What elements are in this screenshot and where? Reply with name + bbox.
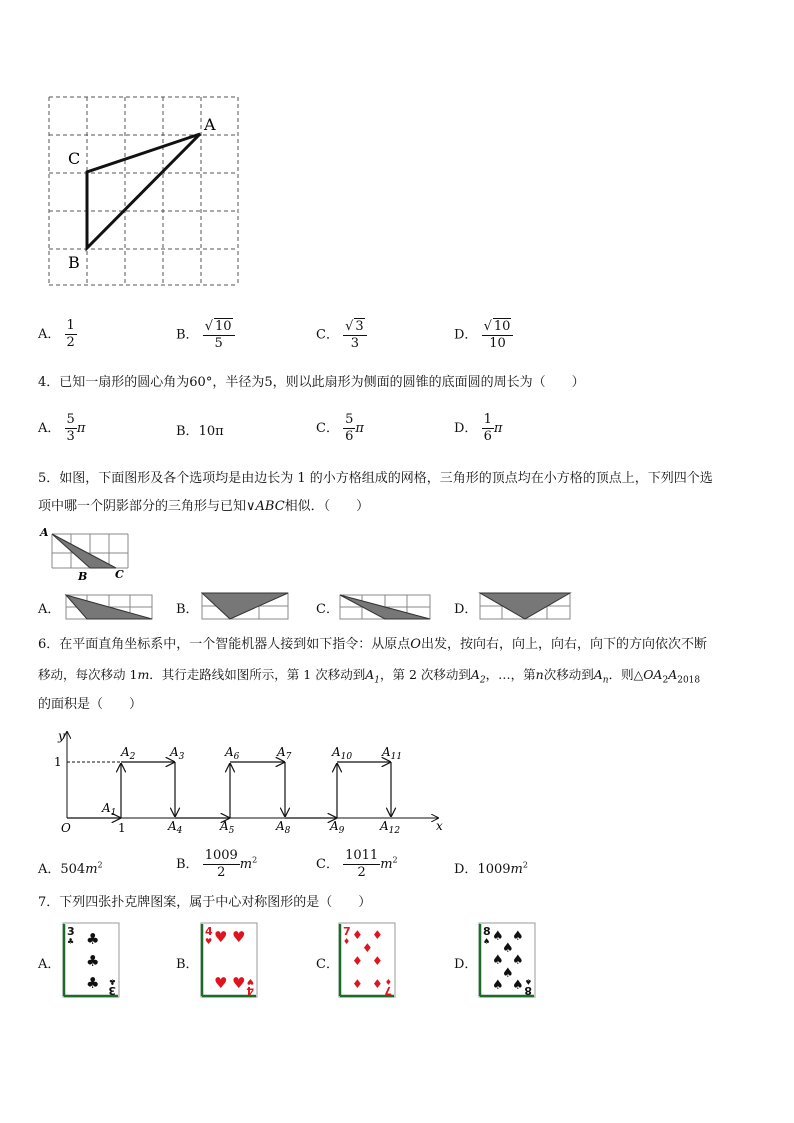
- q5-option-a-figure[interactable]: [64, 592, 156, 622]
- svg-text:O: O: [61, 821, 71, 835]
- svg-text:♣: ♣: [86, 930, 100, 948]
- svg-text:1: 1: [118, 821, 126, 835]
- svg-text:4: 4: [246, 984, 254, 997]
- svg-text:♦: ♦: [372, 977, 383, 991]
- svg-text:♠: ♠: [512, 953, 524, 968]
- svg-text:A11: $A_{11}$: [382, 745, 403, 762]
- svg-text:A4: $A_4$: [168, 819, 183, 836]
- q6-question-line3: 的面积是（ ）: [38, 697, 143, 712]
- q4-option-d[interactable]: D． $\frac{1}{6}$ π: [454, 412, 503, 444]
- q5-question-line2: 项中哪一个阴影部分的三角形与已知∨ABC相似．（ ）: [38, 499, 370, 514]
- svg-text:A2: $A_2$: [121, 745, 136, 762]
- label-b: B: [68, 253, 80, 272]
- q6-robot-path-graph: [50, 726, 460, 838]
- svg-text:A12: $A_{12}$: [380, 819, 401, 836]
- q5-option-c-label[interactable]: C．: [316, 602, 339, 617]
- q3-option-d[interactable]: D． $\frac{√ 10}{10}$: [454, 318, 513, 352]
- svg-text:♥: ♥: [232, 928, 246, 946]
- q5-option-b-label[interactable]: B．: [176, 602, 199, 617]
- q5-option-d-label[interactable]: D．: [454, 602, 478, 617]
- q3-option-b[interactable]: B． $\frac{√ 10}{5}$: [176, 318, 235, 352]
- svg-text:A9: $A_9$: [330, 819, 345, 836]
- svg-text:8: 8: [483, 925, 491, 938]
- q7-card-c-7-diamonds[interactable]: [338, 922, 396, 998]
- svg-text:♥: ♥: [214, 928, 228, 946]
- svg-text:♦: ♦: [372, 928, 383, 942]
- svg-text:A10: $A_{10}$: [332, 745, 353, 762]
- q7-card-d-8-spades[interactable]: [478, 922, 536, 998]
- q6-question-line2: 移动，每次移动 1m．其行走路线如图所示，第 1 次移动到$A_1$，第 2 次移动到$A_2$，…，第n次移动到$A_n$．则$\triangle OA_2A_{2018}$: [38, 667, 701, 686]
- svg-text:3: 3: [67, 925, 75, 938]
- q7-option-b-label[interactable]: B．: [176, 957, 199, 972]
- svg-text:A6: $A_6$: [225, 745, 240, 762]
- q5-option-b-figure[interactable]: [200, 590, 292, 622]
- svg-text:C: C: [115, 568, 124, 581]
- svg-text:♣: ♣: [86, 952, 100, 970]
- svg-text:♦: ♦: [352, 977, 363, 991]
- q3-option-a[interactable]: A． $\frac{1}{2}$: [38, 318, 75, 350]
- q5-option-d-figure[interactable]: [478, 590, 574, 622]
- svg-text:y: y: [58, 729, 65, 743]
- svg-text:A3: $A_3$: [170, 745, 185, 762]
- svg-text:♠: ♠: [512, 929, 524, 944]
- q4-option-a[interactable]: A． $\frac{5}{3}$ π: [38, 412, 86, 444]
- svg-text:♠: ♠: [502, 966, 514, 981]
- svg-text:x: x: [436, 819, 443, 833]
- svg-text:♠: ♠: [483, 937, 491, 946]
- q5-question-line1: 5．如图，下面图形及各个选项均是由边长为 1 的小方格组成的网格，三角形的顶点均在小方格的顶点上，下列四个选: [38, 471, 713, 486]
- q5-reference-figure: [38, 526, 134, 582]
- svg-text:♦: ♦: [362, 941, 373, 955]
- svg-text:7: 7: [343, 925, 351, 938]
- svg-text:♠: ♠: [512, 978, 524, 993]
- label-c: C: [68, 149, 81, 168]
- q4-question-text: 4．已知一扇形的圆心角为60°，半径为5，则以此扇形为侧面的圆锥的底面圆的周长为（ ）: [38, 375, 585, 390]
- svg-text:♣: ♣: [67, 937, 75, 946]
- q6-question-line1: 6．在平面直角坐标系中，一个智能机器人接到如下指令：从原点O出发，按向右，向上，向右，向下的方向依次不断: [38, 637, 707, 652]
- q7-card-a-3-clubs[interactable]: [62, 922, 120, 998]
- svg-text:♦: ♦: [372, 954, 383, 968]
- svg-text:A5: $A_5$: [220, 819, 235, 836]
- q5-option-a-label[interactable]: A．: [38, 602, 61, 617]
- svg-text:♦: ♦: [343, 937, 351, 946]
- svg-text:A: A: [40, 526, 49, 539]
- svg-text:♠: ♠: [524, 977, 532, 986]
- svg-text:♦: ♦: [352, 954, 363, 968]
- svg-text:8: 8: [524, 984, 532, 997]
- svg-text:♥: ♥: [205, 937, 213, 946]
- svg-text:♣: ♣: [86, 974, 100, 992]
- q6-option-b[interactable]: B． $\frac{1009}{2}$ $m^2$: [176, 848, 258, 880]
- svg-text:♥: ♥: [214, 974, 228, 992]
- q7-option-d-label[interactable]: D．: [454, 957, 478, 972]
- q5-option-c-figure[interactable]: [338, 592, 434, 622]
- q4-option-c[interactable]: C． $\frac{5}{6}$ π: [316, 412, 364, 444]
- q3-triangle-diagram: [40, 90, 245, 290]
- svg-text:♠: ♠: [492, 929, 504, 944]
- triangle-abc: [87, 134, 200, 248]
- svg-text:A8: $A_8$: [276, 819, 291, 836]
- svg-text:4: 4: [205, 925, 213, 938]
- q7-question-text: 7．下列四张扑克牌图案，属于中心对称图形的是（ ）: [38, 895, 372, 910]
- q7-option-c-label[interactable]: C．: [316, 957, 339, 972]
- svg-text:7: 7: [384, 984, 392, 997]
- q7-option-a-label[interactable]: A．: [38, 957, 61, 972]
- svg-text:♥: ♥: [246, 977, 254, 986]
- svg-text:♥: ♥: [232, 974, 246, 992]
- svg-text:♦: ♦: [352, 928, 363, 942]
- svg-text:A1: $A_1$: [102, 801, 117, 818]
- q6-option-c[interactable]: C． $\frac{1011}{2}$ $m^2$: [316, 848, 398, 880]
- label-a: A: [204, 115, 216, 134]
- svg-text:♦: ♦: [384, 977, 392, 986]
- svg-text:A7: $A_7$: [277, 745, 292, 762]
- q7-card-b-4-hearts[interactable]: [200, 922, 258, 998]
- svg-text:3: 3: [108, 984, 116, 997]
- q4-option-b[interactable]: B．10π: [176, 424, 224, 439]
- svg-text:♠: ♠: [492, 978, 504, 993]
- q6-option-d[interactable]: D．$1009m^2$: [454, 860, 528, 877]
- q3-option-c[interactable]: C． $\frac{√ 3}{3}$: [316, 318, 367, 352]
- svg-text:B: B: [78, 570, 88, 582]
- svg-text:♠: ♠: [502, 941, 514, 956]
- svg-text:1: 1: [54, 755, 62, 769]
- svg-text:♠: ♠: [492, 953, 504, 968]
- svg-text:♣: ♣: [108, 977, 116, 986]
- q6-option-a[interactable]: A．$504m^2$: [38, 860, 103, 877]
